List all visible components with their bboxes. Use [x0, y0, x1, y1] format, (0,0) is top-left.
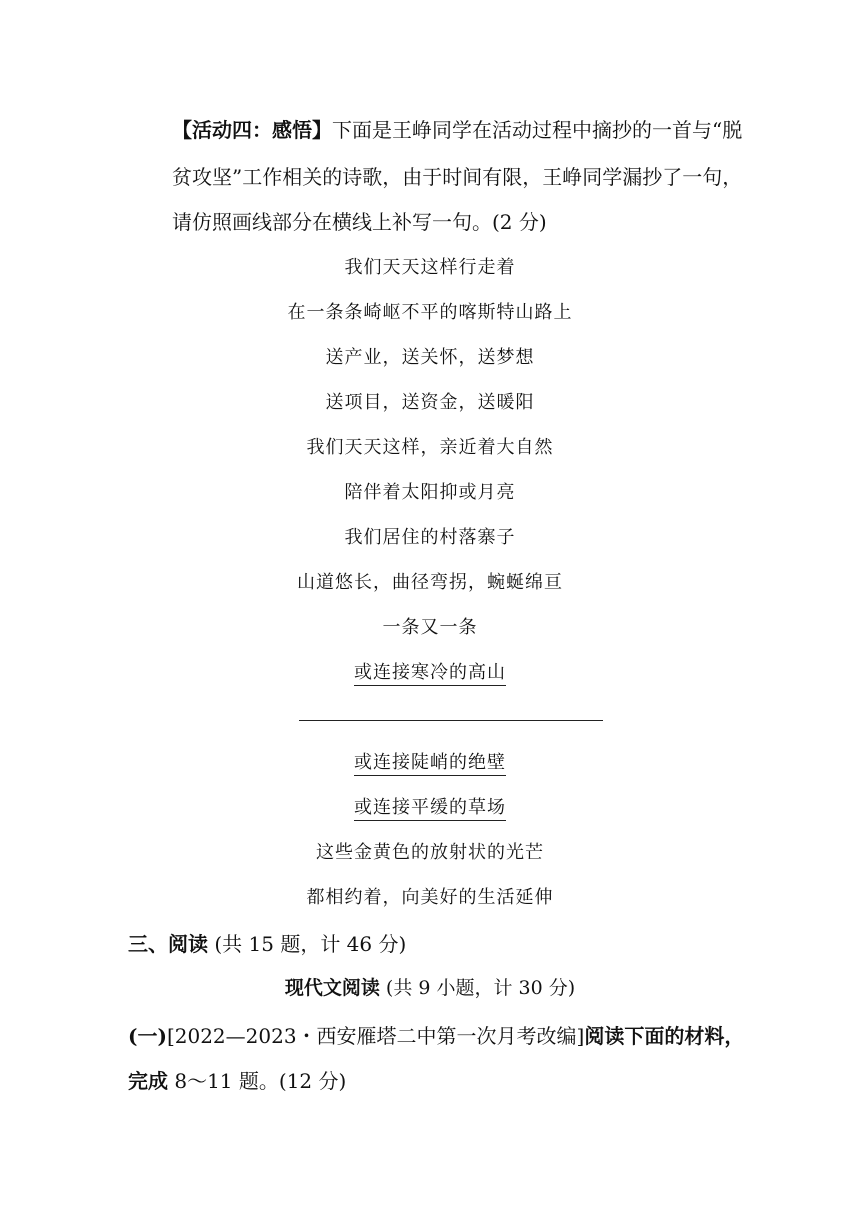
poem-line-underlined-1 — [0, 658, 860, 684]
poem-line-underlined-3 — [0, 793, 860, 819]
modern-reading-meta: (共 9 小题，计 30 分) — [385, 977, 576, 999]
poem-line-6: 陪伴着太阳抑或月亮 — [344, 482, 516, 503]
poem-line-2: 在一条条崎岖不平的喀斯特山路上 — [287, 302, 573, 323]
modern-reading-title: 现代文阅读 — [284, 977, 380, 999]
poem-underlined-text-2: 或连接陡峭的绝壁 — [354, 752, 506, 776]
poem-line-7: 我们居住的村落寨子 — [344, 527, 516, 548]
part-1-instruction: 阅读下面的材料， — [584, 1024, 745, 1048]
modern-reading-heading — [0, 973, 860, 1000]
part-1-label: (一) — [128, 1024, 167, 1048]
section-3-meta: (共 15 题，计 46 分) — [214, 932, 407, 956]
poem-line-8: 山道悠长，曲径弯拐，蜿蜒绵亘 — [297, 572, 563, 593]
part-1-question-range: 8～11 题。(12 分) — [168, 1069, 347, 1093]
part-1-line-2 — [128, 1065, 346, 1094]
poem-line-5: 我们天天这样，亲近着大自然 — [306, 437, 554, 458]
activity-label: 【活动四：感悟】 — [172, 118, 332, 142]
section-3-heading — [128, 928, 406, 957]
poem-underlined-text-3: 或连接平缓的草场 — [354, 797, 506, 821]
activity-line-2: 贫攻坚”工作相关的诗歌，由于时间有限，王峥同学漏抄了一句， — [172, 165, 743, 189]
poem-line-9: 一条又一条 — [382, 617, 478, 638]
part-1-instruction-complete: 完成 — [128, 1069, 168, 1093]
fill-in-blank-line[interactable] — [299, 720, 603, 721]
activity-text-1: 下面是王峥同学在活动过程中摘抄的一首与“脱 — [332, 118, 743, 142]
activity-line-3: 请仿照画线部分在横线上补写一句。(2 分) — [172, 210, 547, 234]
section-3-title: 三、阅读 — [128, 932, 208, 956]
poem-line-3: 送产业，送关怀，送梦想 — [325, 347, 535, 368]
activity-line-1 — [172, 114, 742, 143]
poem-line-1: 我们天天这样行走着 — [344, 257, 516, 278]
poem-line-4: 送项目，送资金，送暖阳 — [325, 392, 535, 413]
poem-line-13: 这些金黄色的放射状的光芒 — [316, 842, 544, 863]
poem-line-14: 都相约着，向美好的生活延伸 — [306, 887, 554, 908]
poem-underlined-text-1: 或连接寒冷的高山 — [354, 662, 506, 686]
poem-line-underlined-2 — [0, 748, 860, 774]
part-1-source: [2022—2023・西安雁塔二中第一次月考改编] — [166, 1024, 585, 1048]
part-1-line-1 — [128, 1020, 744, 1049]
